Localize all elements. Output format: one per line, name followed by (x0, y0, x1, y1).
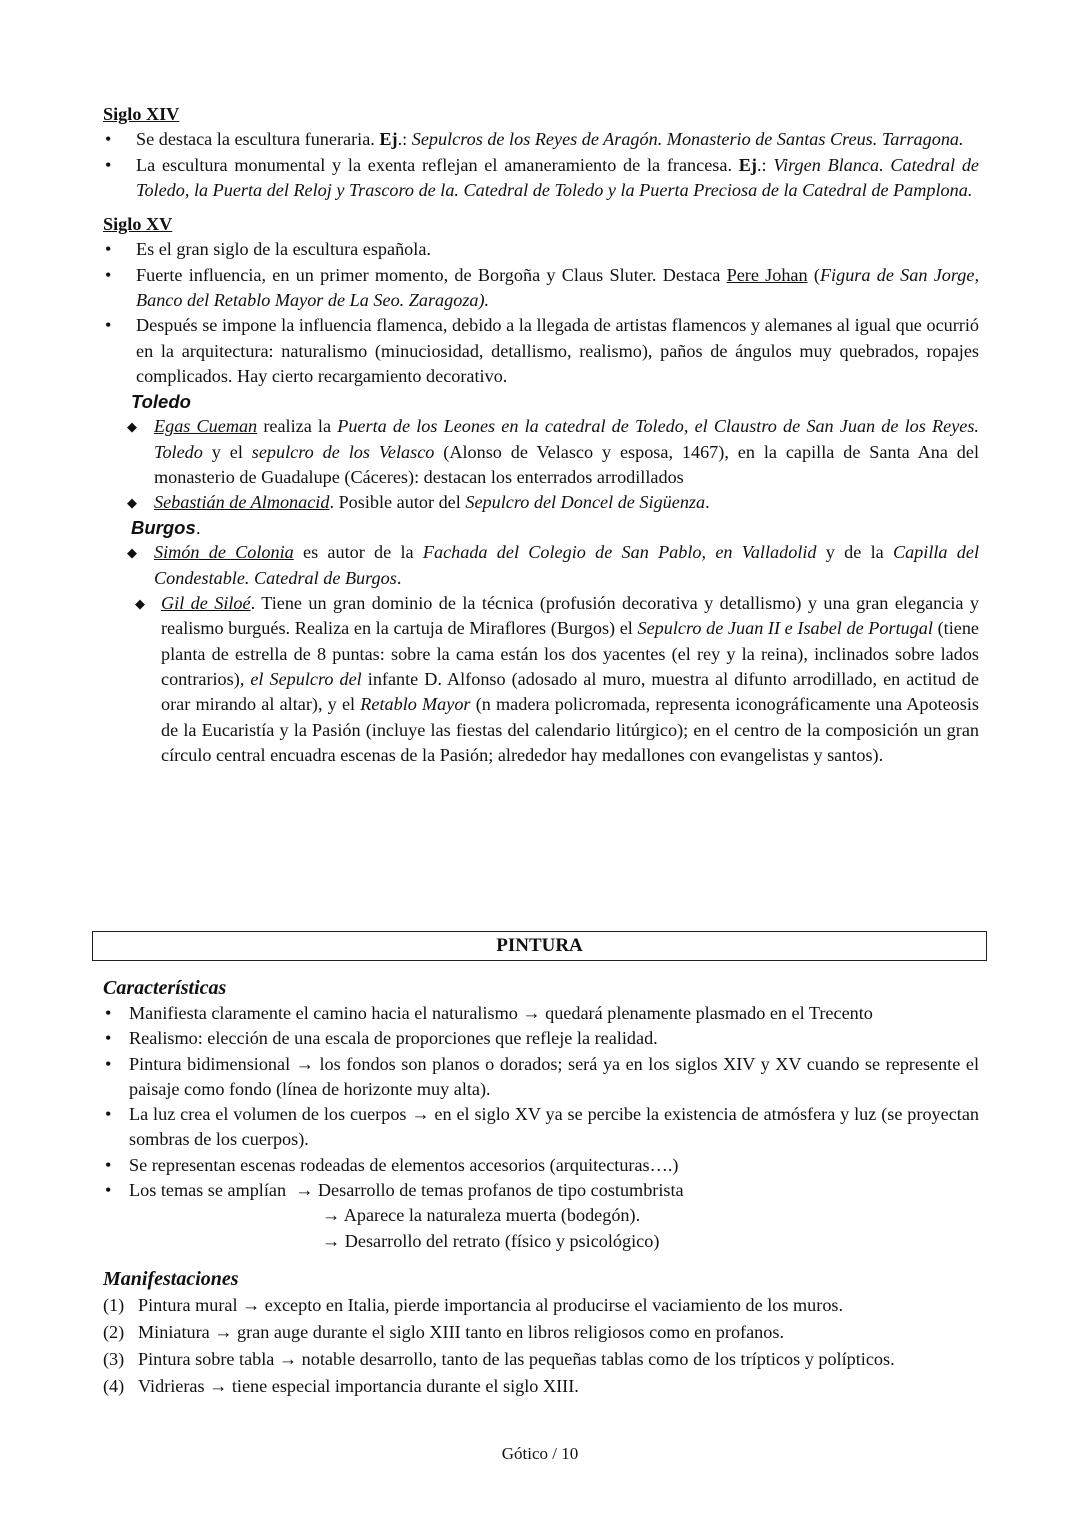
diamond-bullet-icon: ◆ (127, 419, 137, 435)
caracteristicas-heading: Características (103, 977, 227, 999)
item-number: (1) (103, 1294, 125, 1315)
burgos-heading (131, 515, 979, 540)
work-title: sepulcro de los Velasco (251, 441, 435, 462)
example-text: Sepulcros de los Reyes de Aragón. Monasterio de Santas Creus. Tarragona. (411, 129, 964, 150)
text: y de la (816, 542, 893, 563)
escultura-section (103, 102, 979, 768)
list-item (103, 1178, 979, 1203)
list-item (127, 591, 979, 768)
work-title: Sepulcro de Juan II e Isabel de Portugal (637, 618, 933, 639)
list-item (103, 1319, 979, 1346)
text: (Alonso de Velasco y esposa, 1467), en la capilla de Santa Ana del monasterio de Guadalupe (Cáceres): destacan los enterrados arrodillados (154, 441, 980, 487)
ej-label: Ej (738, 154, 757, 175)
text: Pintura mural → excepto en Italia, pierde importancia al producirse el vaciamiento de los muros. (138, 1294, 844, 1315)
item-number: (4) (103, 1375, 125, 1396)
burgos-dot: . (195, 517, 201, 539)
artist-name: Egas Cueman (154, 416, 258, 437)
text: .: (397, 129, 412, 150)
list-item: • Manifiesta claramente el camino hacia el naturalismo → quedará plenamente plasmado en el Trecento (103, 1001, 979, 1026)
text: Los temas se amplían (129, 1180, 296, 1201)
manifestaciones-list (103, 1292, 979, 1400)
list-item (127, 540, 979, 591)
continuation-line: → Aparece la naturaleza muerta (bodegón). (322, 1205, 641, 1226)
work-title: Fachada del Colegio de San Pablo, en Valladolid (422, 542, 817, 563)
list-item (103, 153, 979, 204)
text: es autor de la (293, 542, 423, 563)
list-item: • Después se impone la influencia flamenca, debido a la llegada de artistas flamencos y alemanes al igual que ocurrió en la arquitectura: naturalismo (minuciosidad, detallismo, realismo), paños de ángulos muy quebrados, ropajes complicados. Hay cierto recargamiento decorativo. (103, 313, 979, 389)
list-item: • La luz crea el volumen de los cuerpos → en el siglo XV ya se percibe la existencia de atmósfera y luz (se proyectan sombras de los cuerpos). (103, 1102, 979, 1153)
continuation-line: → Desarrollo del retrato (físico y psicológico) (322, 1230, 660, 1251)
item-number: (3) (103, 1348, 125, 1369)
list-item (103, 263, 979, 314)
toledo-heading: Toledo (131, 391, 191, 413)
text: La escultura monumental y la exenta reflejan el amaneramiento de la francesa. (136, 154, 739, 175)
siglo-xv-list (103, 237, 979, 389)
artist-name: Pere Johan (726, 264, 808, 285)
diamond-bullet-icon: ◆ (127, 545, 137, 561)
text: realiza la (257, 416, 338, 437)
text: y el (202, 441, 252, 462)
burgos-title: Burgos (131, 517, 196, 539)
diamond-bullet-icon: ◆ (127, 495, 137, 511)
item-number: (2) (103, 1321, 125, 1342)
siglo-xv-heading: Siglo XV (103, 214, 173, 235)
list-item: • Pintura bidimensional → los fondos son planos o dorados; será ya en los siglos XIV y XV cuando se represente el paisaje como fondo (línea de horizonte muy alta). (103, 1052, 979, 1103)
text: ( (807, 264, 820, 285)
list-item (127, 490, 979, 515)
text: Pintura sobre tabla → notable desarrollo, tanto de las pequeñas tablas como de los trípticos y polípticos. (138, 1348, 895, 1369)
artist-name: Simón de Colonia (154, 542, 294, 563)
text: Fuerte influencia, en un primer momento, de Borgoña y Claus Sluter. Destaca (136, 264, 727, 285)
manifestaciones-heading: Manifestaciones (103, 1267, 239, 1290)
text: (tiene planta de estrella de 8 puntas: sobre la cama están los dos yacentes (el rey y la reina), inclinados sobre lados contrarios) (161, 618, 980, 689)
page-footer: Gótico / 10 (501, 1444, 579, 1463)
list-item (103, 1346, 979, 1373)
text: . Tiene un gran dominio de la técnica (profusión decorativa y detallismo) y una gran elegancia y realismo burgués. Realiza en la cartuja de Miraflores (Burgos) el (161, 593, 979, 639)
text: . (705, 492, 710, 513)
artist-name: Sebastián de Almonacid (154, 492, 330, 513)
list-item: • Se representan escenas rodeadas de elementos accesorios (arquitecturas….) (103, 1153, 979, 1178)
list-item (103, 1292, 979, 1319)
siglo-xiv-heading: Siglo XIV (103, 104, 180, 124)
text: Se destaca la escultura funeraria. (136, 129, 380, 150)
list-item: • Realismo: elección de una escala de proporciones que refleje la realidad. (103, 1026, 979, 1051)
siglo-xiv-list (103, 127, 979, 203)
work-title: Puerta de los Leones en la catedral de Toledo, el Claustro de San Juan de los Reyes. Toledo (154, 416, 979, 462)
ej-label: Ej (379, 129, 398, 150)
work-title: , el Sepulcro del (239, 668, 362, 689)
diamond-bullet-icon: ◆ (135, 596, 145, 612)
text: .: (756, 154, 774, 175)
example-text: Figura de San Jorge, Banco del Retablo Mayor de La Seo. Zaragoza). (136, 264, 979, 311)
list-item: • Es el gran siglo de la escultura española. (103, 237, 979, 262)
text: infante D. Alfonso (adosado al muro, muestra al difunto arrodillado, en actitud de orar mirando al altar), y el (161, 668, 979, 715)
text: . (396, 567, 402, 588)
pintura-title: PINTURA (92, 931, 987, 961)
burgos-list (103, 540, 979, 768)
toledo-list (103, 414, 979, 515)
work-title: Retablo Mayor (360, 694, 471, 715)
caracteristicas-list (103, 1001, 979, 1203)
work-title: Sepulcro del Doncel de Sigüenza (465, 492, 706, 513)
text: (n madera policromada, representa iconográficamente una Apoteosis de la Eucaristía y la Pasión (incluye las fiestas del calendario litúrgico); en el centro de la composición un gran círculo central encuadra escenas de la Pasión; alrededor hay medallones con evangelistas y santos). (161, 694, 979, 765)
pintura-section (103, 975, 979, 1400)
list-item (103, 1373, 979, 1400)
text: → Desarrollo de temas profanos de tipo costumbrista (295, 1180, 684, 1201)
text: . Posible autor del (329, 492, 466, 513)
list-item (103, 127, 979, 152)
artist-name: Gil de Siloé (161, 593, 251, 614)
list-item (127, 414, 979, 490)
example-text: Virgen Blanca. Catedral de Toledo, la Puerta del Reloj y Trascoro de la. Catedral de Toledo y la Puerta Preciosa de la Catedral de Pamplona. (136, 154, 979, 200)
work-title: Capilla del Condestable. Catedral de Burgos (154, 542, 980, 588)
text: Vidrieras → tiene especial importancia durante el siglo XIII. (138, 1375, 579, 1396)
text: Miniatura → gran auge durante el siglo XIII tanto en libros religiosos como en profanos. (138, 1321, 784, 1342)
